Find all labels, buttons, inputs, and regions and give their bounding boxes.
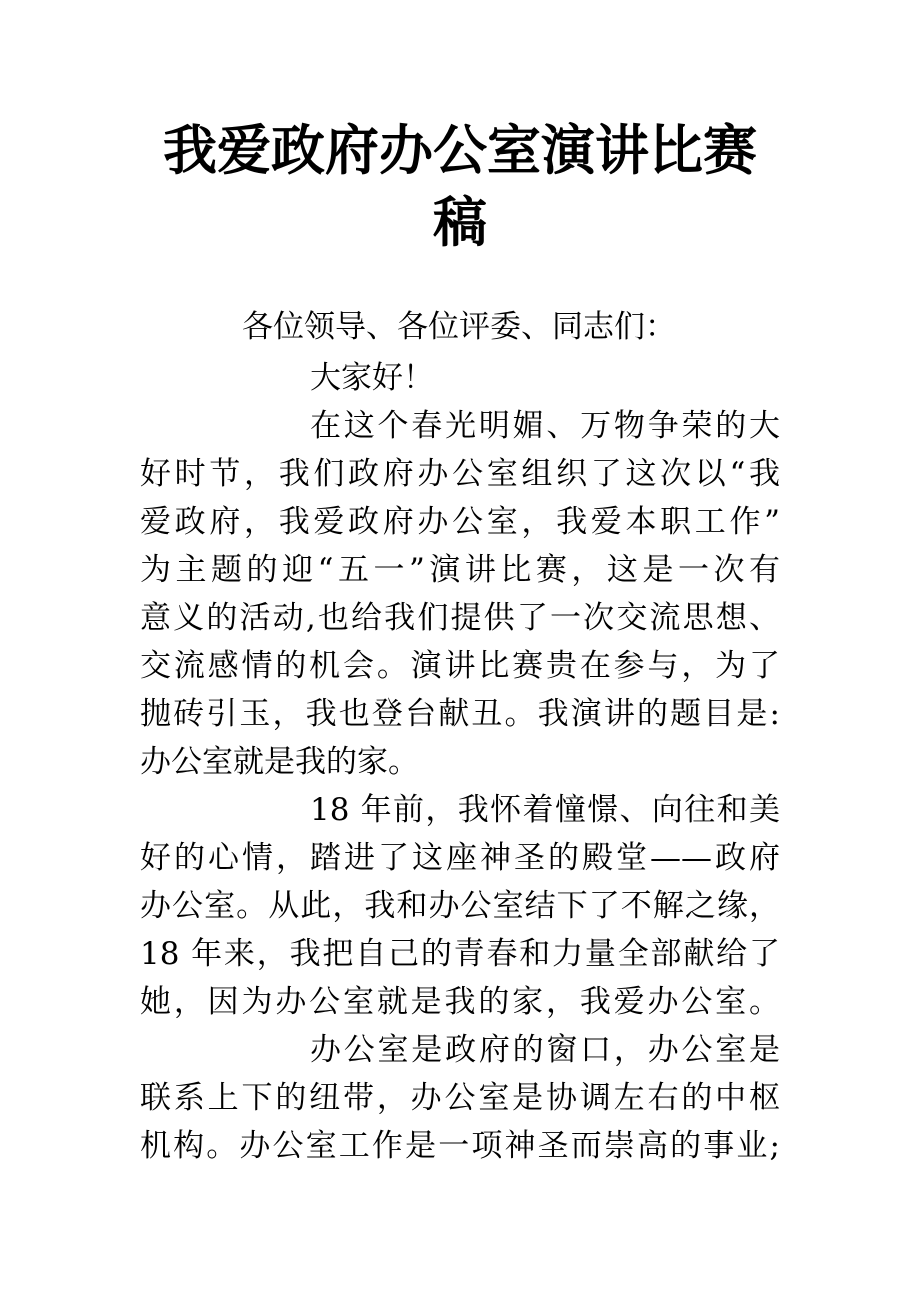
paragraph-3-line: 机构。办公室工作是一项神圣而崇高的事业; xyxy=(140,1128,780,1164)
paragraph-1-line: 在这个春光明媚、万物争荣的大 xyxy=(310,408,780,444)
paragraph-1-line: 为主题的迎“五一”演讲比赛，这是一次有 xyxy=(140,552,780,588)
paragraph-1-line: 爱政府，我爱政府办公室，我爱本职工作” xyxy=(140,504,780,540)
paragraph-1-line: 抛砖引玉，我也登台献丑。我演讲的题目是: xyxy=(140,696,780,732)
paragraph-1-line: 办公室就是我的家。 xyxy=(140,744,419,780)
document-title-line-1: 我爱政府办公室演讲比赛 xyxy=(163,119,757,182)
paragraph-3-line: 联系上下的纽带，办公室是协调左右的中枢 xyxy=(140,1080,780,1116)
greeting: 大家好！ xyxy=(310,360,434,396)
paragraph-1-line: 好时节，我们政府办公室组织了这次以“我 xyxy=(140,456,780,492)
salutation: 各位领导、各位评委、同志们： xyxy=(242,309,676,345)
paragraph-2-line: 18 年前，我怀着憧憬、向往和美 xyxy=(310,792,780,828)
paragraph-2-line: 办公室。从此，我和办公室结下了不解之缘， xyxy=(140,888,780,924)
paragraph-1-line: 交流感情的机会。演讲比赛贵在参与，为了 xyxy=(140,648,780,684)
paragraph-3-line: 办公室是政府的窗口，办公室是 xyxy=(310,1032,780,1068)
paragraph-2-line: 18 年来，我把自己的青春和力量全部献给了 xyxy=(140,936,780,972)
paragraph-2-line: 好的心情，踏进了这座神圣的殿堂——政府 xyxy=(140,840,780,876)
paragraph-2-line: 她，因为办公室就是我的家，我爱办公室。 xyxy=(140,984,780,1020)
paragraph-1-line: 意义的活动,也给我们提供了一次交流思想、 xyxy=(140,600,780,636)
document-title-line-2: 稿 xyxy=(433,191,487,254)
